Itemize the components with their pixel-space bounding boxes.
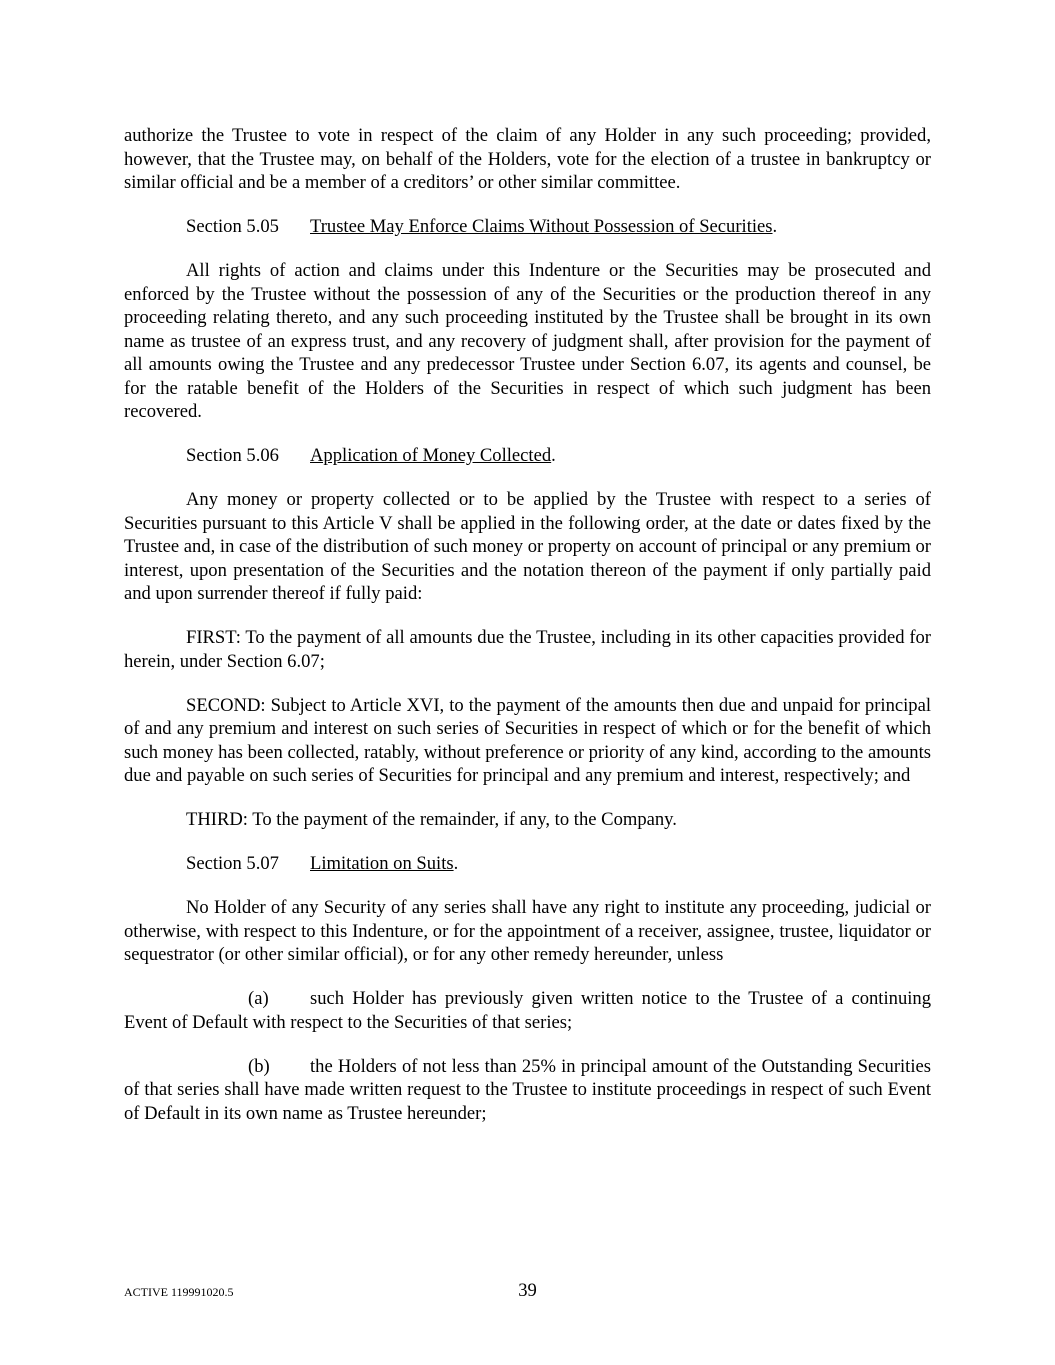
clause-label: (b) [248, 1055, 270, 1077]
clause-text: such Holder has previously given written notice to the Trustee of a continuing Event of Default with respect to the Securities of that series; [124, 988, 931, 1033]
clause-b [124, 1055, 931, 1126]
section-number: Section 5.06 [186, 445, 279, 466]
paragraph-third: THIRD: To the payment of the remainder, if any, to the Company. [186, 809, 677, 830]
paragraph-5-06: Any money or property collected or to be applied by the Trustee with respect to a series of Securities pursuant to this Article V shall be applied in the following order, at the date or dates fixed by the Trustee and, in case of the distribution of such money or property on account of principal or any premium or interest, upon presentation of the Securities and the notation thereon of the payment if only partially paid and upon surrender thereof if fully paid: [124, 489, 931, 604]
section-heading-5-05 [124, 215, 931, 239]
section-title: Limitation on Suits [310, 853, 454, 874]
clause-label: (a) [248, 988, 269, 1009]
document-body [124, 124, 931, 1146]
paragraph-5-07: No Holder of any Security of any series shall have any right to institute any proceeding, judicial or otherwise, with respect to this Indenture, or for the appointment of a receiver, assignee, trustee, liquidator or sequestrator (or other similar official), or for any other remedy hereunder, unless [124, 897, 931, 965]
section-heading-5-07 [124, 852, 931, 876]
paragraph-first: FIRST: To the payment of all amounts due the Trustee, including in its other capacities provided for herein, under Section 6.07; [124, 627, 931, 672]
period: . [772, 216, 778, 237]
paragraph-5-05: All rights of action and claims under this Indenture or the Securities may be prosecuted and enforced by the Trustee without the possession of any of the Securities or the production thereof in any proceeding relating thereto, and any such proceeding instituted by the Trustee shall be brought in its own name as trustee of an express trust, and any recovery of judgment shall, after provision for the payment of all amounts owing the Trustee and any predecessor Trustee under Section 6.07, its agents and counsel, be for the ratable benefit of the Holders of the Securities in respect of which such judgment has been recovered. [124, 260, 931, 422]
clause-a [124, 987, 931, 1034]
section-heading-5-06 [124, 444, 931, 468]
paragraph-second: SECOND: Subject to Article XVI, to the payment of the amounts then due and unpaid for principal of and any premium and interest on such series of Securities in respect of which or for the benefit of which such money has been collected, ratably, without preference or priority of any kind, according to the amounts due and payable on such series of Securities for principal and any premium and interest, respectively; and [124, 694, 931, 786]
period: . [551, 445, 556, 466]
clause-text: the Holders of not less than 25% in principal amount of the Outstanding Securities of that series shall have made written request to the Trustee to institute proceedings in respect of such Event of Default in its own name as Trustee hereunder; [124, 1055, 931, 1124]
footer-document-id: ACTIVE 119991020.5 [124, 1285, 234, 1299]
section-number: Section 5.05 [186, 216, 279, 237]
section-title: Trustee May Enforce Claims Without Possession of Securities [310, 216, 773, 237]
paragraph-continuation: authorize the Trustee to vote in respect of the claim of any Holder in any such proceeding; provided, however, that the Trustee may, on behalf of the Holders, vote for the election of a trustee in bankruptcy or similar official and be a member of a creditors’ or other similar committee. [124, 125, 931, 193]
section-number: Section 5.07 [186, 853, 279, 874]
period: . [453, 853, 459, 874]
page-number: 39 [518, 1280, 537, 1301]
section-title: Application of Money Collected [310, 445, 552, 466]
